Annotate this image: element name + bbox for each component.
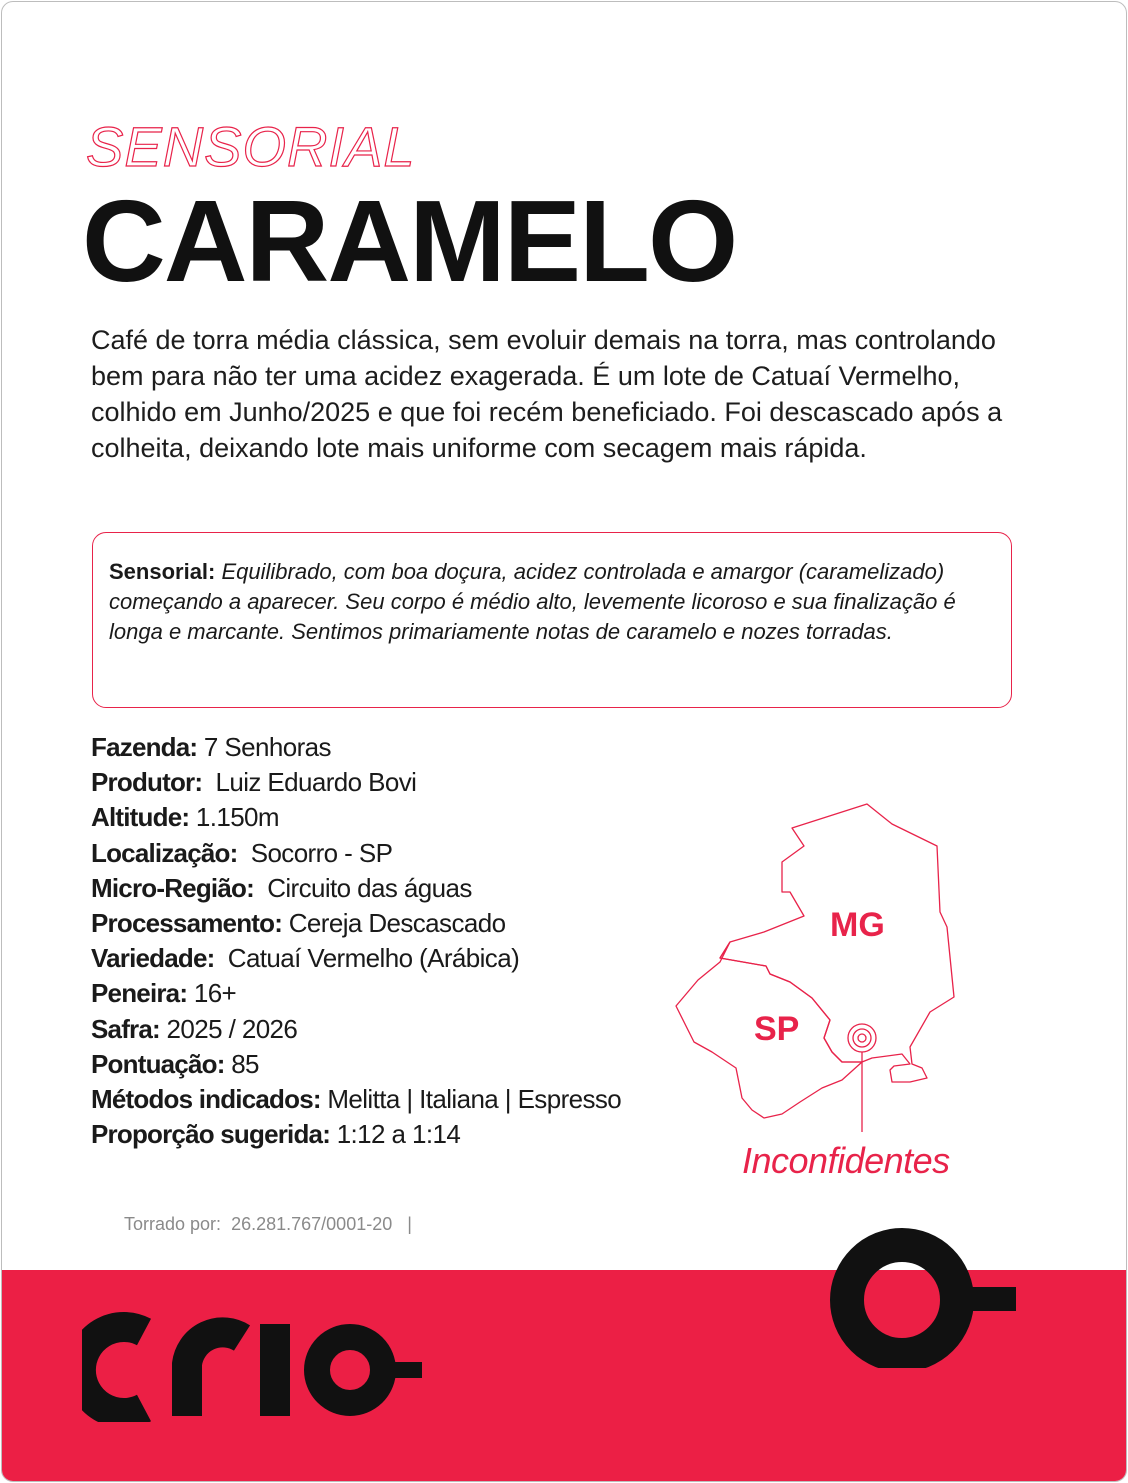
region-name: Inconfidentes — [742, 1140, 950, 1181]
spec-row — [91, 1012, 621, 1047]
spec-label: Proporção sugerida: — [91, 1119, 331, 1150]
sensory-label: Sensorial: — [109, 559, 216, 584]
logo-letter-r — [187, 1332, 242, 1416]
roaster-cnpj: 26.281.767/0001-20 — [231, 1214, 393, 1234]
spec-row — [91, 1047, 621, 1082]
spec-label: Peneira: — [91, 978, 188, 1009]
spec-label: Altitude: — [91, 802, 190, 833]
specs-list — [91, 730, 621, 1152]
logo-letter-o — [317, 1337, 383, 1403]
logo-letter-c — [82, 1327, 144, 1413]
spec-row — [91, 836, 621, 871]
spec-value: Socorro - SP — [237, 837, 393, 868]
spec-label: Localização: — [91, 837, 238, 868]
spec-row — [91, 941, 621, 976]
spec-value: Catuaí Vermelho (Arábica) — [214, 943, 520, 974]
crio-logo — [82, 1312, 432, 1422]
section-kicker: SENSORIAL — [86, 115, 416, 178]
sensory-text: Equilibrado, com boa doçura, acidez controlada e amargor (caramelizado) começando a aparecer. Seu corpo é médio alto, levemente licoroso e sua finalização é longa e marcante. Sentimos primariamente notas de caramelo e nozes torradas. — [109, 559, 956, 644]
spec-label: Produtor: — [91, 767, 203, 798]
spec-value: Cereja Descascado — [282, 908, 506, 939]
spec-label: Safra: — [91, 1013, 160, 1044]
spec-row — [91, 906, 621, 941]
location-pin-mid — [853, 1029, 871, 1047]
region-map — [672, 802, 1002, 1132]
spec-row — [91, 1117, 621, 1152]
location-pin-inner — [858, 1034, 866, 1042]
spec-value: 7 Senhoras — [197, 732, 331, 762]
spec-value: 85 — [224, 1048, 259, 1079]
logo-o-tail — [380, 1362, 422, 1378]
spec-value: 1:12 a 1:14 — [330, 1119, 461, 1150]
logo-letter-i — [260, 1324, 290, 1416]
roaster-label: Torrado por: — [124, 1214, 222, 1234]
roaster-separator: | — [407, 1214, 412, 1234]
brand-o-mark — [830, 1228, 1030, 1368]
roaster-info — [124, 1214, 412, 1235]
spec-label: Fazenda: — [91, 732, 198, 762]
spec-row — [91, 730, 621, 765]
spec-label: Variedade: — [91, 943, 215, 974]
spec-label: Pontuação: — [91, 1048, 225, 1079]
brand-o-tail — [956, 1287, 1016, 1311]
spec-row — [91, 800, 621, 835]
coffee-label-card — [1, 1, 1127, 1482]
spec-row — [91, 765, 621, 800]
product-description: Café de torra média clássica, sem evoluir demais na torra, mas controlando bem para não ter uma acidez exagerada. É um lote de Catuaí Vermelho, colhido em Junho/2025 e que foi recém beneficiado. Foi descascado após a colheita, deixando lote mais uniforme com secagem mais rápida. — [91, 325, 1003, 463]
spec-row — [91, 1082, 621, 1117]
product-title: CARAMELO — [82, 176, 737, 306]
spec-value: 2025 / 2026 — [159, 1013, 298, 1044]
spec-label: Processamento: — [91, 908, 283, 939]
spec-value: 1.150m — [189, 802, 279, 833]
spec-value: Melitta | Italiana | Espresso — [320, 1084, 622, 1115]
brand-o-ring — [847, 1245, 957, 1355]
mg-label: MG — [830, 906, 885, 944]
spec-row — [91, 976, 621, 1011]
spec-label: Métodos indicados: — [91, 1084, 321, 1115]
sensory-notes-box — [92, 532, 1012, 708]
spec-label: Micro-Região: — [91, 872, 254, 903]
spec-row — [91, 871, 621, 906]
spec-value: Circuito das águas — [253, 872, 472, 903]
location-pin-outer — [848, 1024, 876, 1052]
spec-value: Luiz Eduardo Bovi — [202, 767, 417, 798]
sp-label: SP — [754, 1010, 800, 1048]
spec-value: 16+ — [187, 978, 237, 1009]
